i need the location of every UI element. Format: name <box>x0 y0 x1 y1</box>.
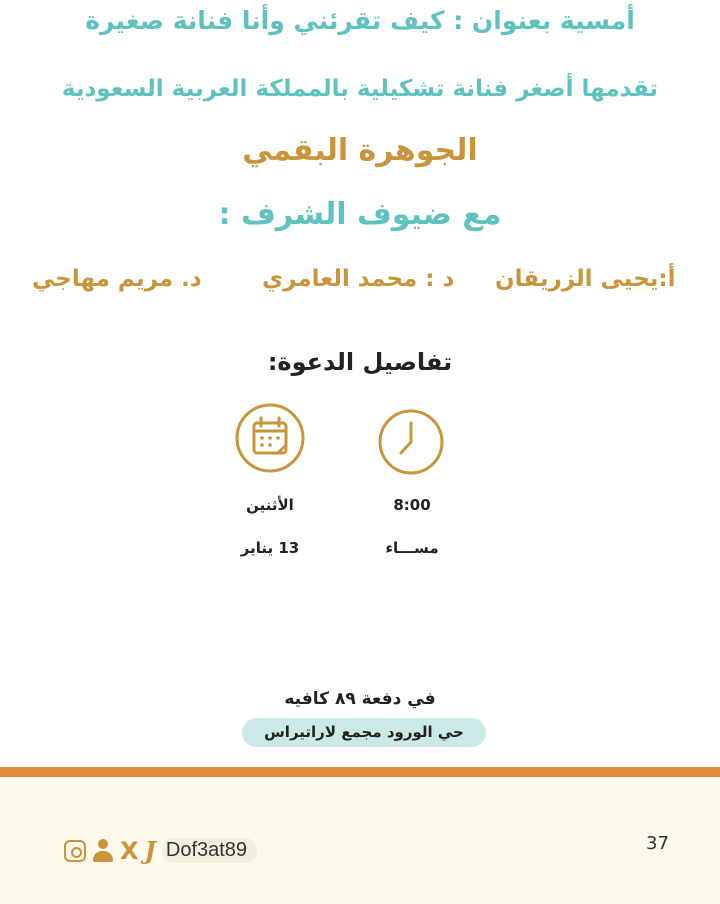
event-title-line: أمسية بعنوان : كيف تقرئني وأنا فنانة صغيرة <box>85 6 635 35</box>
clock-icon <box>378 409 444 475</box>
instagram-icon[interactable] <box>64 840 86 862</box>
divider-bar <box>0 767 720 777</box>
j-icon[interactable]: J <box>144 836 156 865</box>
event-period: مســـاء <box>385 539 439 557</box>
guest-name: أ:يحيى الزريقان <box>495 266 676 292</box>
venue-name: في دفعة ٨٩ كافيه <box>284 689 436 709</box>
person-icon[interactable] <box>92 839 114 863</box>
guest-name: د. مريم مهاجي <box>32 266 202 292</box>
page-number: 37 <box>646 833 669 854</box>
event-date: 13 يناير <box>240 539 300 557</box>
event-time: 8:00 <box>393 496 431 514</box>
x-icon[interactable]: X <box>120 836 139 865</box>
venue-address: حي الورود مجمع لاراتيراس <box>242 718 486 747</box>
social-links <box>64 836 257 865</box>
details-title: تفاصيل الدعوة: <box>267 348 453 376</box>
calendar-icon <box>235 403 305 473</box>
artist-name: الجوهرة البقمي <box>242 133 478 168</box>
guests-title: مع ضيوف الشرف : <box>218 197 502 232</box>
presenter-line: تقدمها أصغر فنانة تشكيلية بالمملكة العربية السعودية <box>61 76 659 102</box>
guest-name: د : محمد العامري <box>262 266 455 292</box>
event-day: الأثنين <box>246 496 294 514</box>
social-handle[interactable]: Dof3at89 <box>162 838 257 863</box>
